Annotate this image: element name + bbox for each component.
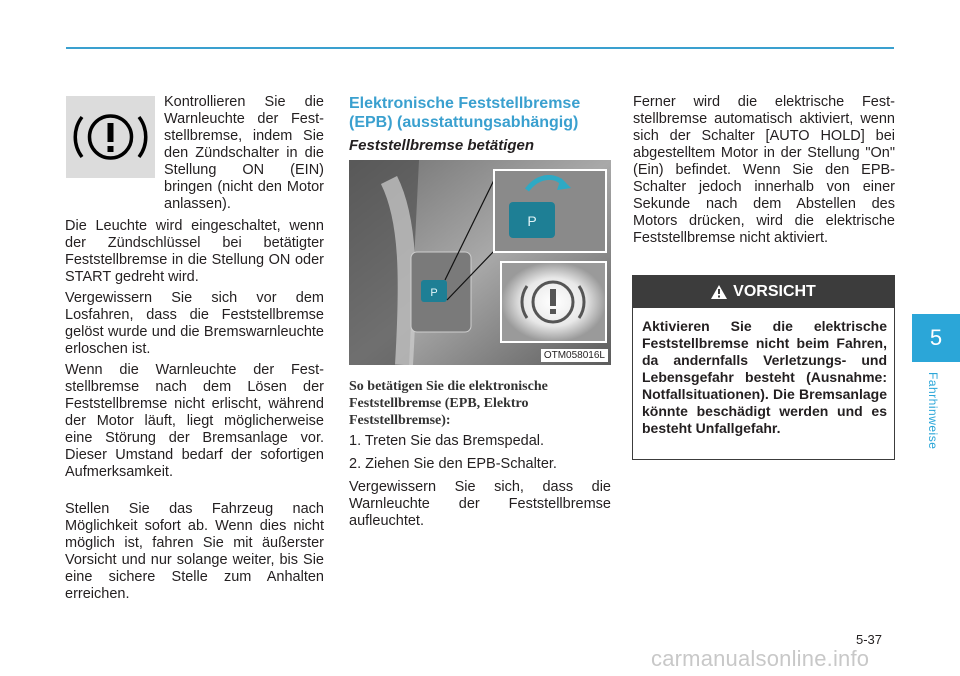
subsection-heading: Feststellbremse betätigen — [349, 137, 535, 154]
figure-code: OTM058016L — [541, 349, 608, 362]
caution-text: Aktivieren Sie die elektrische Feststellbremse nicht beim Fahren, da andernfalls Verletzungs- und Lebensgefahr besteht (Ausnahme: Notfallsituationen). Die Bremsanlage könnte beschädigt werden und es besteht Unfallgefahr. — [642, 318, 887, 436]
page-number: 5-37 — [856, 632, 883, 647]
watermark: carmanualsonline.info — [651, 646, 870, 671]
epb-console-illustration — [349, 160, 611, 365]
svg-text:P: P — [527, 213, 537, 229]
caution-box — [632, 275, 895, 460]
caution-title: VORSICHT — [733, 283, 816, 300]
caution-header — [633, 276, 894, 308]
step-2: 2. Ziehen Sie den EPB-Schalter. — [349, 456, 557, 472]
paragraph-light-on: Die Leuchte wird eingeschaltet, wenn der Zündschlüssel bei betätigter Feststellbremse in die Stellung ON oder START gedreht wird. — [65, 218, 324, 285]
paragraph-check-release: Vergewissern Sie sich vor dem Losfahren, dass die Feststellbremse gelöst wurde und die Bremswarnleuchte erloschen ist. — [65, 290, 324, 357]
step-1: 1. Treten Sie das Bremspedal. — [349, 433, 545, 449]
chapter-number: 5 — [929, 325, 943, 350]
steps-heading: So betätigen Sie die elektronische Feststellbremse (EPB, Elektro Feststellbremse): — [349, 379, 548, 428]
section-heading: Elektronische Feststellbremse (EPB) (ausstattungsabhängig) — [349, 95, 581, 131]
header-rule — [66, 47, 894, 49]
paragraph-malfunction: Wenn die Warnleuchte der Feststellbremse nach dem Lösen der Feststellbremse nicht erlischt, während der Motor läuft, liegt möglicherweise eine Störung der Bremsanlage vor. Dieser Umstand bedarf der sofortigen Aufmerksamkeit. — [65, 362, 324, 480]
warning-triangle-icon — [711, 285, 727, 299]
epb-switch-figure — [349, 160, 611, 365]
svg-text:P: P — [430, 287, 438, 299]
paragraph-confirm-light: Vergewissern Sie sich, dass die Warnleuchte der Feststellbremse aufleuchtet. — [349, 479, 611, 529]
chapter-name: Fahrhinweise — [926, 372, 940, 450]
intro-paragraph: Kontrollieren Sie die Warnleuchte der Feststellbremse, indem Sie den Zündschalter in die Stellung ON (EIN) bringen (nicht den Motor anlassen). — [164, 94, 324, 212]
chapter-tab — [912, 314, 960, 362]
paragraph-auto-hold: Ferner wird die elektrische Feststellbremse automatisch aktiviert, wenn sich der Schalter [AUTO HOLD] bei abgestelltem Motor in der Stellung "On" (Ein) befindet. Wenn Sie den EPB-Schalter jedoch innerhalb von einer Sekunde nach dem Abstellen des Motors drücken, wird die elektrische Feststellbremse nicht aktiviert. — [633, 94, 895, 246]
paragraph-stop-vehicle: Stellen Sie das Fahrzeug nach Möglichkeit sofort ab. Wenn dies nicht möglich ist, fahren Sie mit äußerster Vorsicht und nur solange weiter, bis Sie eine sichere Stelle zum Anhalten erreichen. — [65, 501, 324, 602]
brake-warning-icon — [66, 96, 155, 178]
brake-warning-icon-box — [66, 96, 155, 178]
